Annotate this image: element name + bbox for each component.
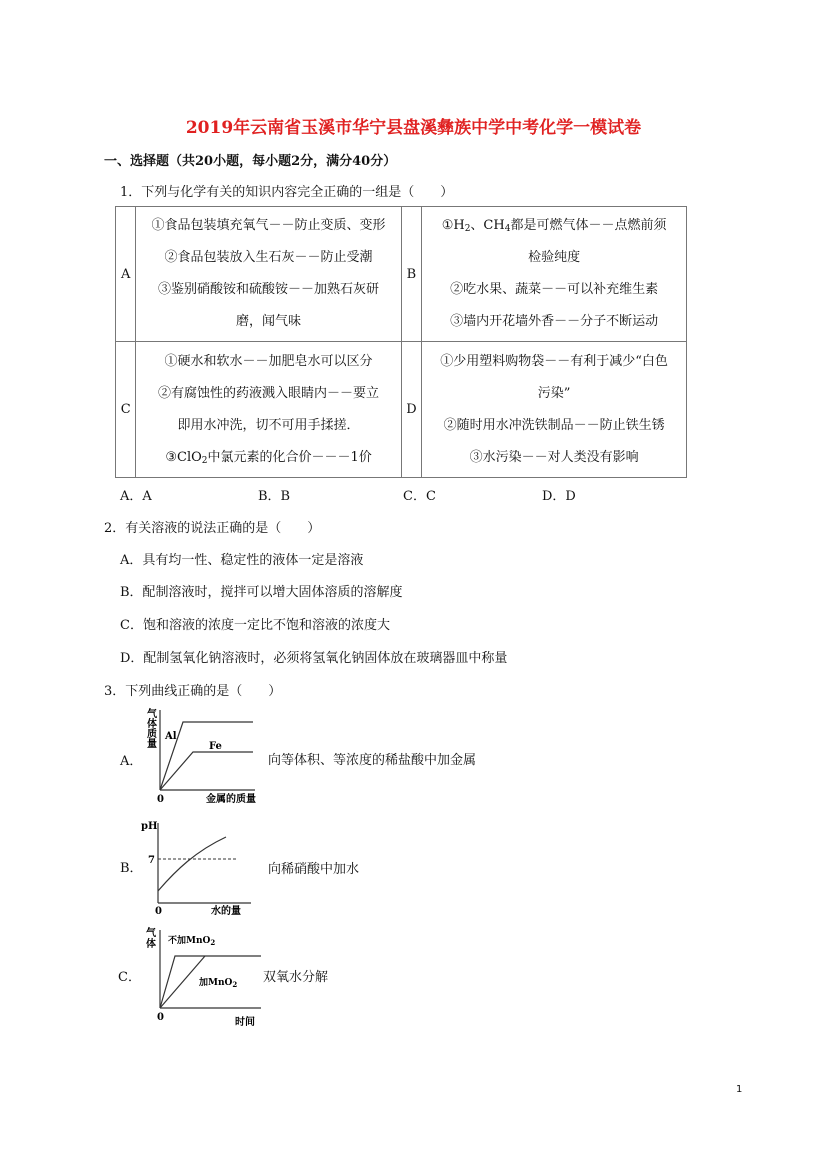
graph-c-xlabel: 时间 [235, 1017, 255, 1026]
graph-a-ylabel: 气 [147, 709, 157, 720]
table-label-b: B [401, 207, 421, 342]
ph-curve [158, 837, 226, 891]
table-cell-a [136, 207, 401, 342]
question-3-option-c-desc: 双氧水分解 [263, 970, 329, 985]
question-1-table [115, 206, 687, 478]
table-cell-b [422, 207, 687, 342]
series-fe-label: Fe [209, 741, 222, 752]
page-number: 1 [736, 1084, 743, 1095]
question-2-option-c[interactable]: C．饱和溶液的浓度一定比不饱和溶液的浓度大 [120, 618, 390, 633]
graph-b-xlabel: 水的量 [211, 906, 241, 915]
page-title: 2019年云南省玉溪市华宁县盘溪彝族中学中考化学一模试卷 [185, 118, 642, 138]
series-fe-line [160, 752, 253, 790]
cell-c-line: ①硬水和软水－－加肥皂水可以区分 [164, 353, 373, 369]
cell-b-line: $①H_2$、$CH_4$都是可燃气体－－点燃前须 [441, 218, 667, 234]
cell-a-line: 磨，闻气味 [236, 314, 302, 329]
svg-text:质: 质 [147, 729, 157, 740]
cell-c-line: ③ClO$_2$中氯元素的化合价－－－1价 [165, 449, 372, 466]
table-label-d: D [401, 342, 421, 478]
table-cell-c [136, 342, 401, 478]
cell-c-line: ②有腐蚀性的药液溅入眼睛内－－要立 [158, 385, 380, 401]
question-3-option-b-letter[interactable]: B． [120, 861, 143, 876]
cell-b-line: 检验纯度 [528, 250, 581, 265]
question-3-option-a-desc: 向等体积、等浓度的稀盐酸中加金属 [268, 753, 477, 768]
graph-b-seven: 7 [148, 855, 155, 866]
svg-text:体: 体 [147, 719, 157, 730]
cell-c-line: 即用水冲洗，切不可用手揉搓． [177, 417, 360, 433]
graph-b-origin: 0 [155, 906, 162, 915]
cell-d-line: ②随时用水冲洗铁制品－－防止铁生锈 [443, 417, 665, 433]
question-3-option-b-desc: 向稀硝酸中加水 [268, 862, 360, 877]
question-2-option-a[interactable]: A．具有均一性、稳定性的液体一定是溶液 [120, 553, 364, 568]
cell-d-line: ③水污染－－对人类没有影响 [469, 449, 639, 465]
graph-b-ylabel: pH [141, 821, 158, 832]
question-3-option-c-letter[interactable]: C． [118, 970, 141, 985]
question-1-option-c[interactable]: C．C [403, 489, 436, 504]
graph-b [141, 815, 266, 915]
question-2-option-b[interactable]: B．配制溶液时，搅拌可以增大固体溶质的溶解度 [120, 585, 403, 600]
cell-b-line: ③墙内开花墙外香－－分子不断运动 [450, 314, 659, 329]
cell-b-line: ②吃水果、蔬菜－－可以补充维生素 [450, 282, 659, 297]
question-1-option-b[interactable]: B．B [258, 489, 291, 504]
svg-text:体: 体 [146, 939, 156, 950]
series-no-mno2-label: 不加MnO$_2$ [168, 936, 216, 947]
question-2-stem: 2．有关溶液的说法正确的是（ ） [104, 521, 321, 536]
question-1-option-d[interactable]: D．D [542, 489, 576, 504]
series-al-label: Al [165, 731, 177, 742]
cell-a-line: ②食品包装放入生石灰－－防止受潮 [164, 250, 373, 265]
graph-a [143, 705, 268, 805]
cell-d-line: 污染” [537, 385, 571, 401]
graph-c [143, 926, 268, 1026]
cell-a-line: ③鉴别硝酸铵和硫酸铵－－加熟石灰研 [158, 282, 380, 297]
series-mno2-label: 加MnO$_2$ [199, 978, 238, 989]
question-3-stem: 3．下列曲线正确的是（ ） [104, 684, 282, 699]
section-heading: 一、选择题（共20小题，每小题2分，满分40分） [104, 154, 397, 169]
graph-a-xlabel: 金属的质量 [206, 794, 256, 805]
svg-text:量: 量 [147, 739, 157, 750]
graph-c-origin: 0 [157, 1012, 164, 1023]
cell-d-line: ①少用塑料购物袋－－有利于减少“白色 [440, 353, 668, 369]
graph-a-origin: 0 [157, 794, 164, 805]
table-label-a: A [116, 207, 136, 342]
question-1-stem: 1．下列与化学有关的知识内容完全正确的一组是（ ） [120, 185, 454, 200]
question-1-option-a[interactable]: A．A [120, 489, 152, 504]
question-2-option-d[interactable]: D．配制氢氧化钠溶液时，必须将氢氧化钠固体放在玻璃器皿中称量 [120, 651, 508, 666]
cell-a-line: ①食品包装填充氧气－－防止变质、变形 [151, 218, 386, 233]
question-3-option-a-letter[interactable]: A． [120, 754, 143, 769]
table-cell-d [422, 342, 687, 478]
graph-c-ylabel: 气 [146, 928, 156, 939]
table-label-c: C [116, 342, 136, 478]
